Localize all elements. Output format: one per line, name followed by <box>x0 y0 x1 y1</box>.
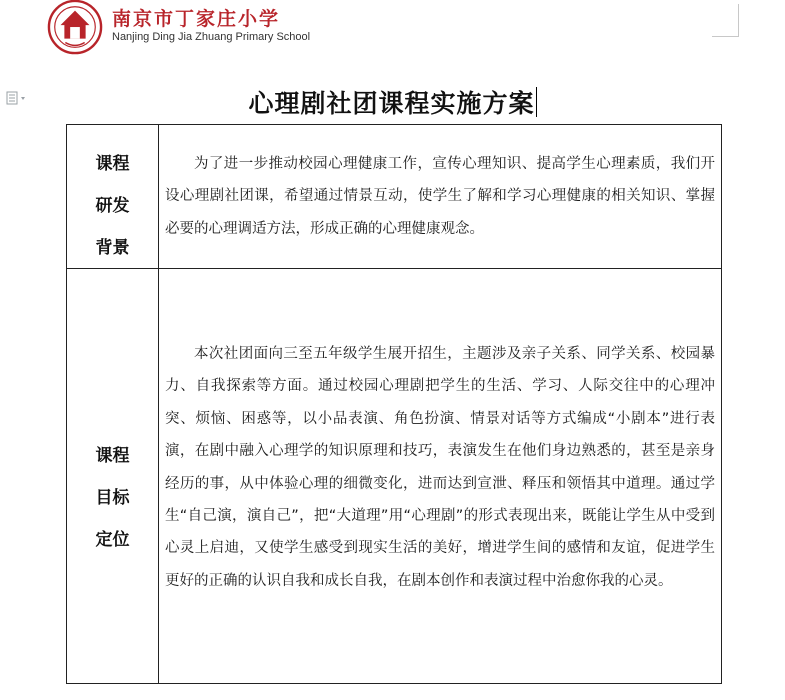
label-line: 研发 <box>95 196 130 216</box>
text-cursor <box>536 87 537 117</box>
table-row-divider <box>67 268 721 269</box>
label-line: 背景 <box>95 238 130 258</box>
row-label-objectives <box>67 435 158 561</box>
document-title[interactable]: 心理剧社团课程实施方案 <box>248 89 535 118</box>
school-name-chinese: 南京市丁家庄小学 <box>112 8 281 30</box>
page-corner-mark <box>712 4 739 37</box>
background-content[interactable]: 为了进一步推动校园心理健康工作，宣传心理知识、提高学生心理素质，我们开设心理剧社团课，希望通过情景互动，使学生了解和学习心理健康的相关知识、掌握必要的心理调适方法，形成正确的心理健康观念。 <box>165 156 715 237</box>
label-line: 课程 <box>95 446 130 466</box>
plan-table <box>66 124 722 684</box>
row-label-background <box>67 143 158 269</box>
objectives-content[interactable]: 本次社团面向三至五年级学生展开招生，主题涉及亲子关系、同学关系、校园暴力、自我探索等方面。通过校园心理剧把学生的生活、学习、人际交往中的心理冲突、烦恼、困惑等，以小品表演、角色扮演、情景对话等方式编成“小剧本”进行表演，在剧中融入心理学的知识原理和技巧，表演发生在他们身边熟悉的，甚至是亲身经历的事，从中体验心理的细微变化，进而达到宣泄、释压和领悟其中道理。通过学生“自己演，演自己”，把“大道理”用“心理剧”的形式表现出来，既能让学生从中受到心灵上启迪，又使学生感受到现实生活的美好，增进学生间的感情和友谊，促进学生更好的正确的认识自我和成长自我，在剧本创作和表演过程中治愈你我的心灵。 <box>165 346 715 589</box>
label-line: 课程 <box>95 154 130 174</box>
school-name-english: Nanjing Ding Jia Zhuang Primary School <box>112 31 311 43</box>
school-logo <box>46 0 104 56</box>
label-line: 定位 <box>95 530 130 550</box>
label-line: 目标 <box>95 488 130 508</box>
